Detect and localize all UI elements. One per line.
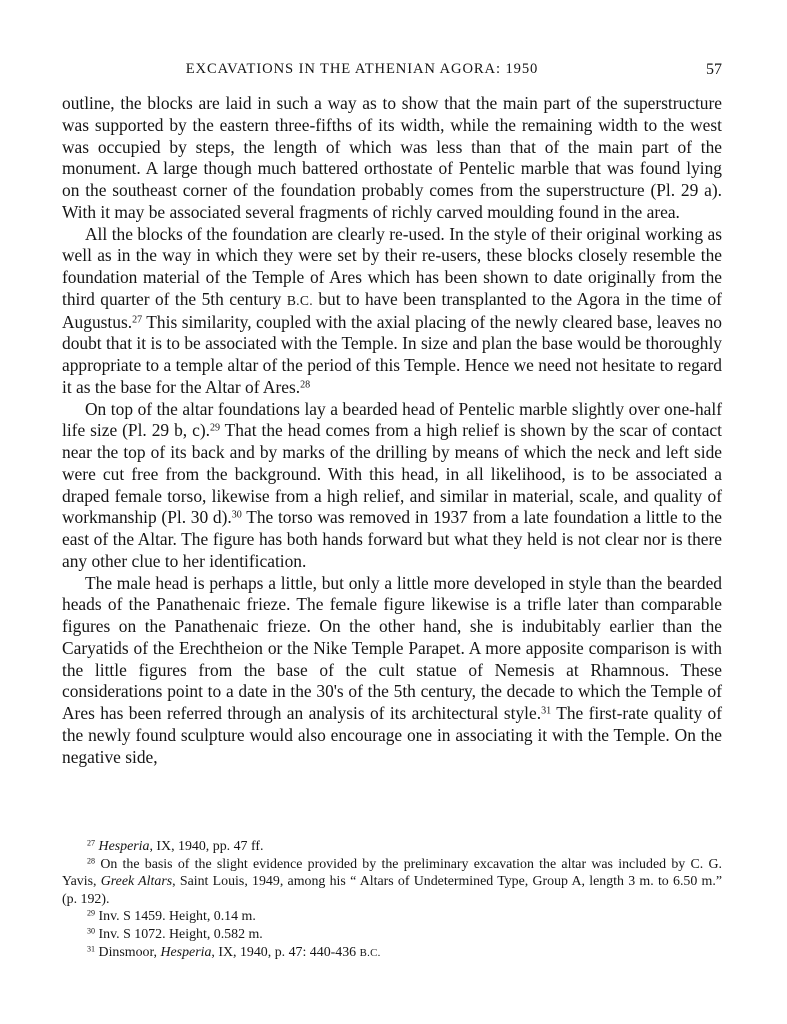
paragraph-2-text-a: All the blocks of the foundation are clearly re-used. In the style of their original working as well as in the way in which they were set by their re-users, these blocks closely resemble the foundation material of the Temple of Ares which has been shown to date originally from the third quarter of the 5th century [62, 223, 722, 309]
footnote-number: 31 [87, 944, 96, 954]
body-text [62, 93, 722, 768]
paragraph-4 [62, 573, 722, 769]
book-title: Greek Altars [100, 874, 173, 890]
paragraph-2 [62, 224, 722, 399]
paragraph-3-text-a: On top of the altar foundations lay a bearded head of Pentelic marble slightly over one-half life size (Pl. 29 b, c). [62, 398, 722, 441]
paragraph-4-text-b: The first-rate quality of the newly found sculpture would also encourage one in associating it with the Temple. On the negative side, [62, 703, 722, 767]
document-page [62, 0, 722, 1024]
footnote-text: , IX, 1940, pp. 47 ff. [149, 839, 264, 854]
paragraph-1: outline, the blocks are laid in such a way as to show that the main part of the superstructure was supported by the eastern three-fifths of its width, while the remaining width to the west was occupied by steps, the length of which was less than that of the main part of the monument. A large though much battered orthostate of Pentelic marble that was found lying on the southeast corner of the foundation probably comes from the superstructure (Pl. 29 a). With it may be associated several fragments of richly carved moulding found in the area. [62, 93, 722, 222]
footnote-31 [62, 944, 722, 963]
footnote-number: 30 [87, 926, 96, 936]
footnote-ref-27[interactable]: 27 [132, 313, 143, 325]
footnote-text: , IX, 1940, p. 47: 440-436 [211, 944, 360, 960]
paragraph-3-text-c: The torso was removed in 1937 from a late foundation a little to the east of the Altar. The figure has both hands forward but what they held is not clear nor is there any other clue to her identification. [62, 507, 722, 571]
footnote-ref-29[interactable]: 29 [209, 422, 221, 434]
footnote-number: 29 [87, 908, 96, 918]
page-header [62, 61, 722, 85]
footnote-27 [62, 838, 722, 856]
footnote-30 [62, 926, 722, 944]
footnote-text: , Saint Louis, 1949, among his “ Altars of Undetermined Type, Group A, length 3 m. to 6.50 m.” (p. 192). [62, 874, 723, 907]
paragraph-3-text-b: That the head comes from a high relief is shown by the scar of contact near the top of its back and by marks of the drilling by means of which the neck and left side were cut free from the background. With this head, in all likelihood, is to be associated a draped female torso, likewise from a high relief, and similar in material, scale, and quality of workmanship (Pl. 30 d). [62, 420, 722, 528]
paragraph-4-text-a: The male head is perhaps a little, but only a little more developed in style than the bearded heads of the Panathenaic frieze. The female figure likewise is a trifle later than comparable figures on the Panathenaic frieze. On the other hand, she is indubitably earlier than the Caryatids of the Erechtheion or the Nike Temple Parapet. A more apposite comparison is with the little figures from the base of the cult statue of Nemesis at Rhamnous. These considerations point to a date in the 30's of the 5th century, the decade to which the Temple of Ares has been referred through an analysis of its architectural style. [62, 572, 722, 723]
footnote-ref-30[interactable]: 30 [231, 509, 242, 521]
footnote-number: 27 [87, 838, 96, 848]
paragraph-2-text-b: but to have been transplanted to the Agora in the time of Augustus. [62, 288, 722, 332]
journal-title: Hesperia [160, 944, 212, 960]
paragraph-2-text-c: This similarity, coupled with the axial placing of the newly cleared base, leaves no doubt that it is to be associated with the Temple. In size and plan the base would be thoroughly appropriate to a temple altar of the period of this Temple. Hence we need not hesitate to regard it as the base for the Altar of Ares. [62, 311, 722, 397]
footnote-ref-31[interactable]: 31 [541, 705, 552, 717]
footnote-text: On the basis of the slight evidence provided by the preliminary excavation the altar was included by C. G. Yavis, [62, 856, 722, 890]
era-abbreviation: B.C. [286, 292, 313, 308]
footnote-text: Inv. S 1459. Height, 0.14 m. [98, 909, 256, 925]
paragraph-3 [62, 399, 722, 573]
footnote-ref-28[interactable]: 28 [300, 379, 311, 391]
footnote-number: 28 [87, 856, 96, 866]
journal-title: Hesperia [98, 839, 150, 854]
footnote-text: Dinsmoor, [98, 944, 161, 960]
footnotes [62, 838, 722, 962]
running-title: EXCAVATIONS IN THE ATHENIAN AGORA: 1950 [185, 61, 539, 77]
footnote-28 [62, 856, 722, 909]
era-abbreviation: B.C. [359, 946, 381, 959]
footnote-text: Inv. S 1072. Height, 0.582 m. [98, 926, 263, 942]
page-number: 57 [706, 61, 722, 78]
footnote-29 [62, 908, 722, 926]
